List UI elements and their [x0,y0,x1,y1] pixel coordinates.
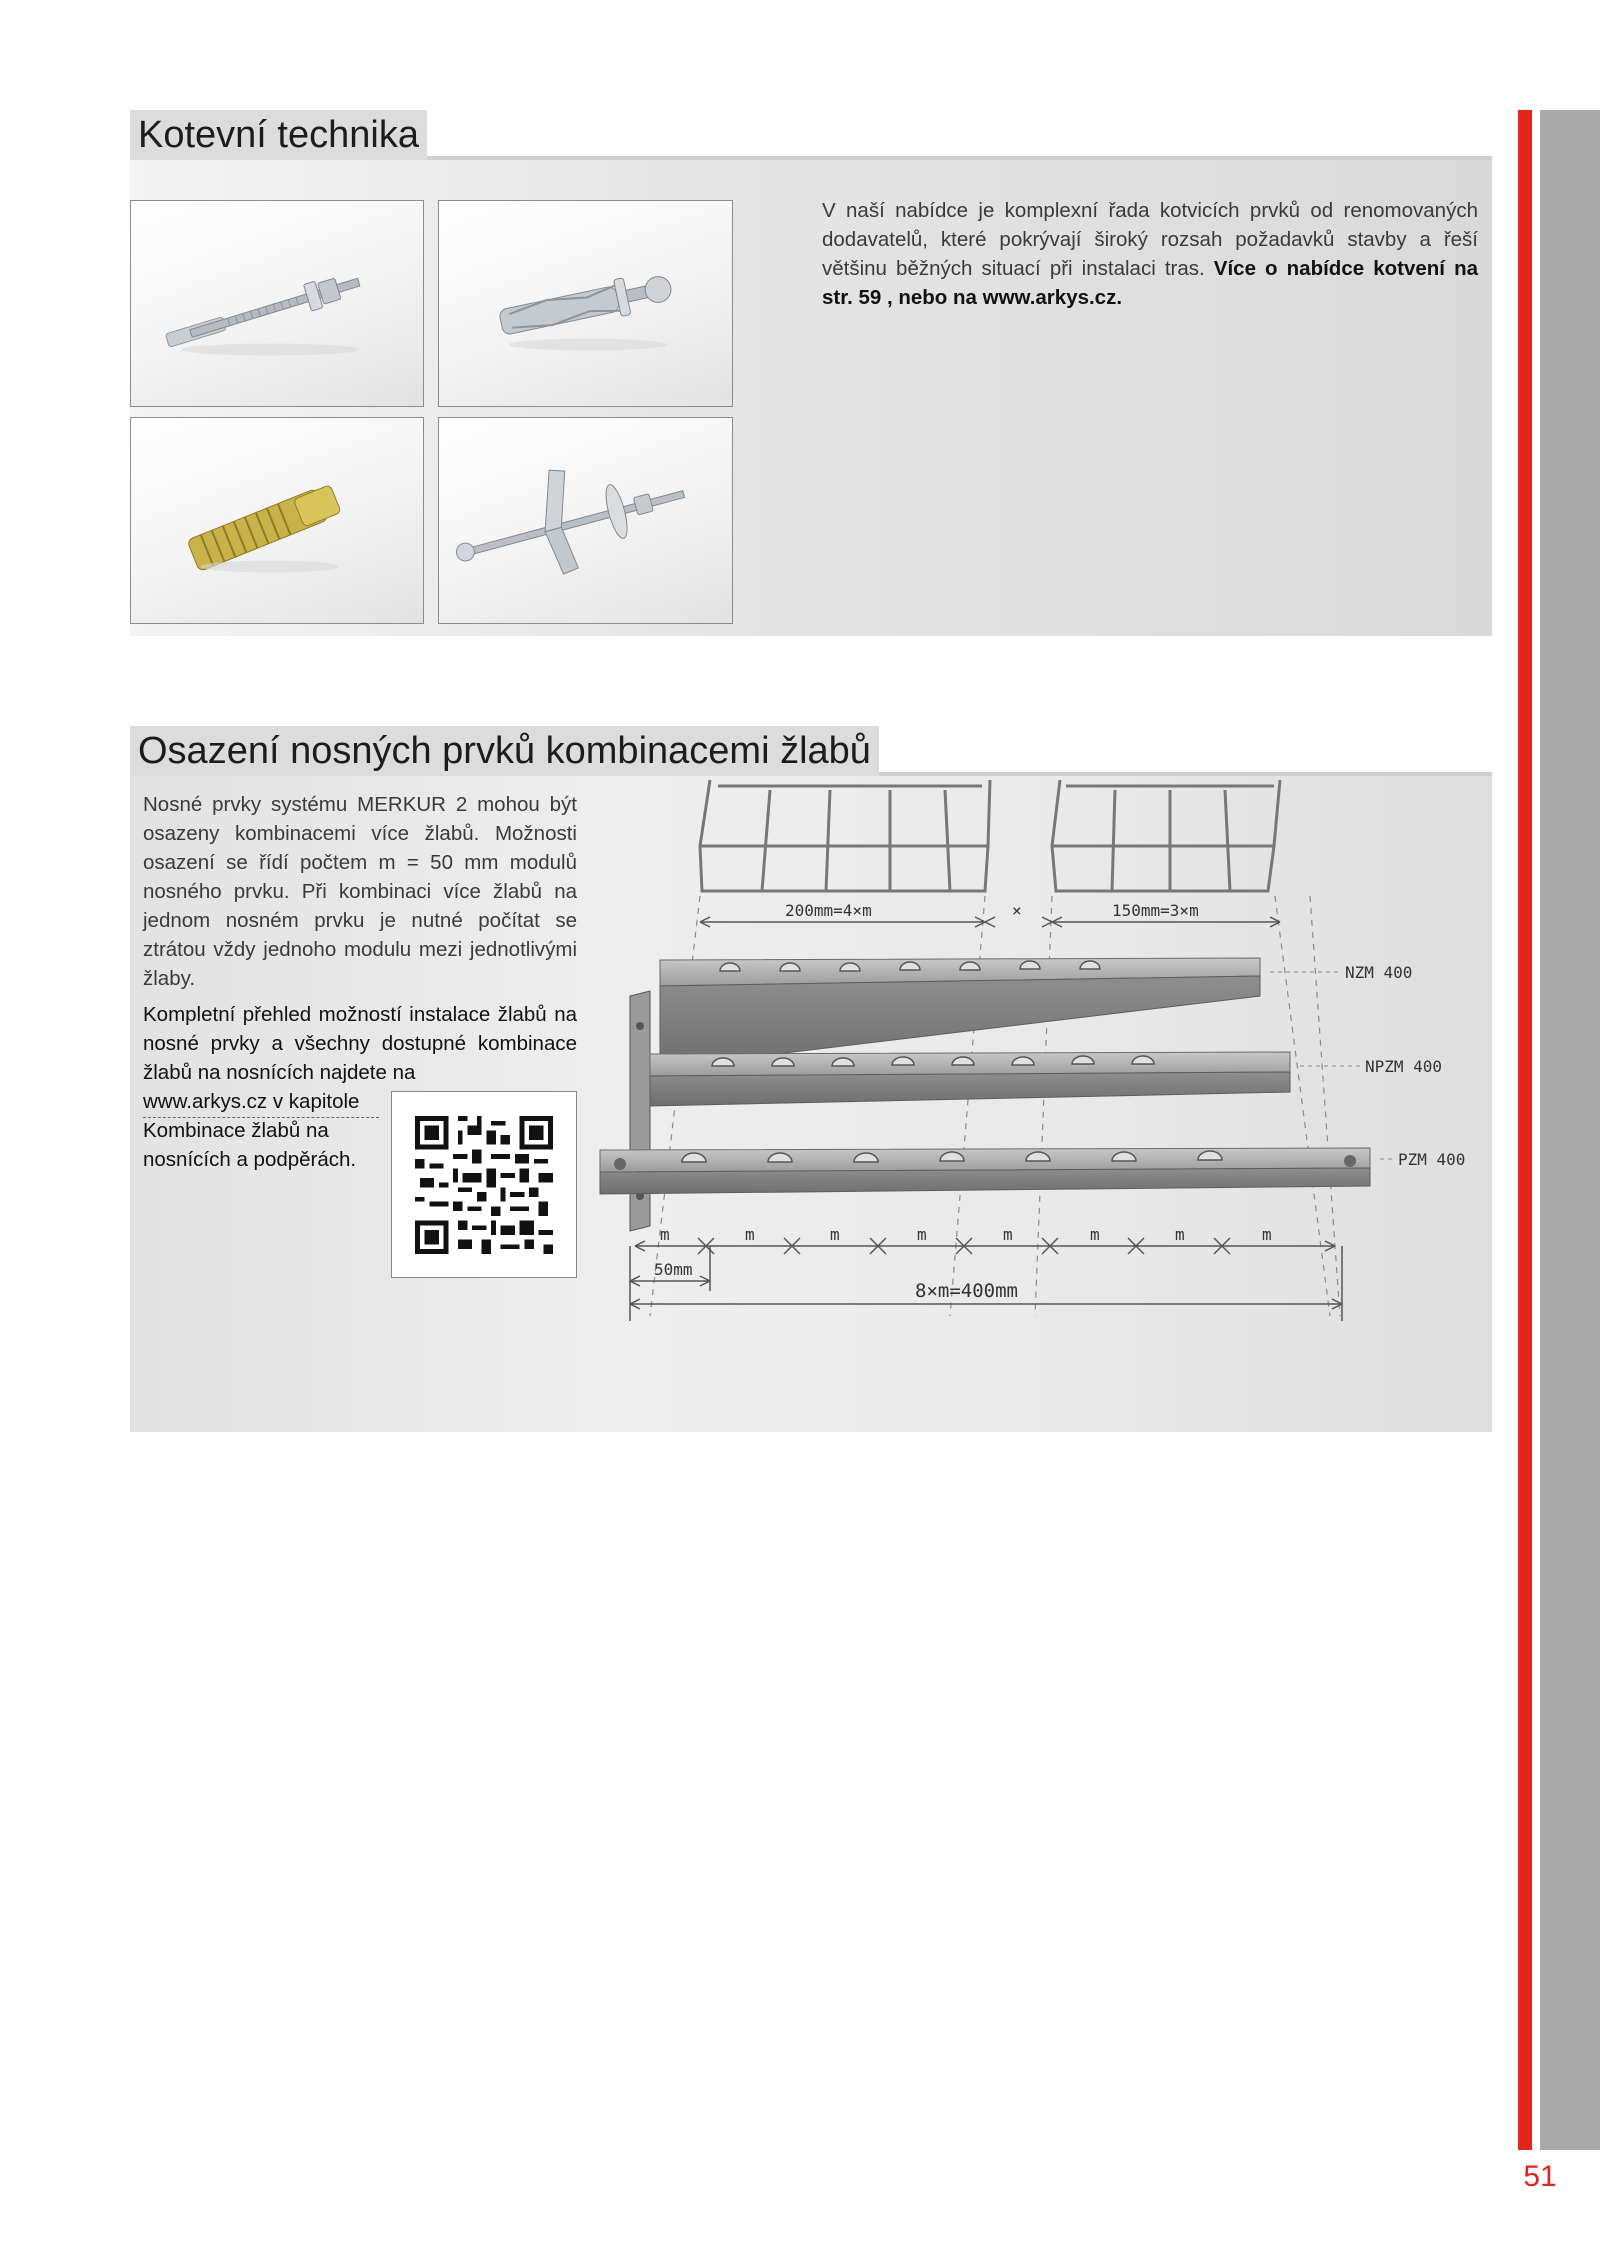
beam-label-pzm: PZM 400 [1398,1150,1466,1169]
combination-chapter-text: v kapitole Kombinace žlabů na nosnících a podpěrách. [143,1090,360,1171]
arkys-website-link[interactable]: www.arkys.cz [143,1090,268,1113]
beam-npzm-400 [650,1052,1290,1106]
anchor-description-text: V naší nabídce je komplexní řada kotvicích prvků od renomovaných dodavatelů, které pokrývají široký rozsah požadavků stavby a řeší většinu běžných situací při instalaci tras. [822,199,1478,280]
module-label: m [1175,1225,1185,1244]
dimension-right-label: 150mm=3×m [1112,901,1199,920]
spring-toggle-bolt-photo [438,417,733,624]
link-dashed-underline [143,1117,379,1118]
combination-link-text [143,1087,379,1174]
hollow-wall-anchor-photo [438,200,733,407]
combination-overview-text: Kompletní přehled možností instalace žlabů na nosné prvky a všechny dostupné kombinace žlabů na nosnících najdete na [143,1003,577,1084]
beam-nzm-400 [660,958,1260,1068]
side-grey-bar [1540,110,1600,2150]
dimension-gap-label: × [1012,901,1022,920]
qr-code-icon[interactable] [391,1091,577,1278]
module-label: m [1262,1225,1272,1244]
anchor-description [822,196,1478,312]
tray-combination-diagram [590,776,1492,1432]
page-number: 51 [1523,2160,1557,2193]
brass-drop-in-anchor-photo [130,417,424,624]
wire-tray-left [700,780,990,891]
dimension-left-label: 200mm=4×m [785,901,872,920]
anchor-more-info-link[interactable]: Více o nabídce kotvení na str. 59 , nebo na www.arkys.cz. [822,257,1478,309]
section-title-combinations: Osazení nosných prvků kombinacemi žlabů [130,726,879,776]
module-label: m [917,1225,927,1244]
module-label: m [830,1225,840,1244]
module-label: m [1090,1225,1100,1244]
total-length-label: 8×m=400mm [915,1280,1018,1302]
module-value-label: 50mm [654,1260,693,1279]
section-title-anchors: Kotevní technika [130,110,427,160]
wedge-anchor-bolt-photo [130,200,424,407]
module-label: m [745,1225,755,1244]
accent-red-bar [1518,110,1532,2150]
beam-label-nzm: NZM 400 [1345,963,1413,982]
module-label: m [1003,1225,1013,1244]
beam-label-npzm: NPZM 400 [1365,1057,1443,1076]
module-label: m [660,1225,670,1244]
combination-intro-text: Nosné prvky systému MERKUR 2 mohou být osazeny kombinacemi více žlabů. Možnosti osazení se řídí počtem m = 50 mm modulů nosného prvku. Při kombinaci více žlabů na jednom nosném prvku je nutné počítat se ztrátou vždy jednoho modulu mezi jednotlivými žlaby. [143,793,577,990]
wire-tray-right [1052,780,1280,891]
beam-pzm-400 [600,1148,1370,1194]
